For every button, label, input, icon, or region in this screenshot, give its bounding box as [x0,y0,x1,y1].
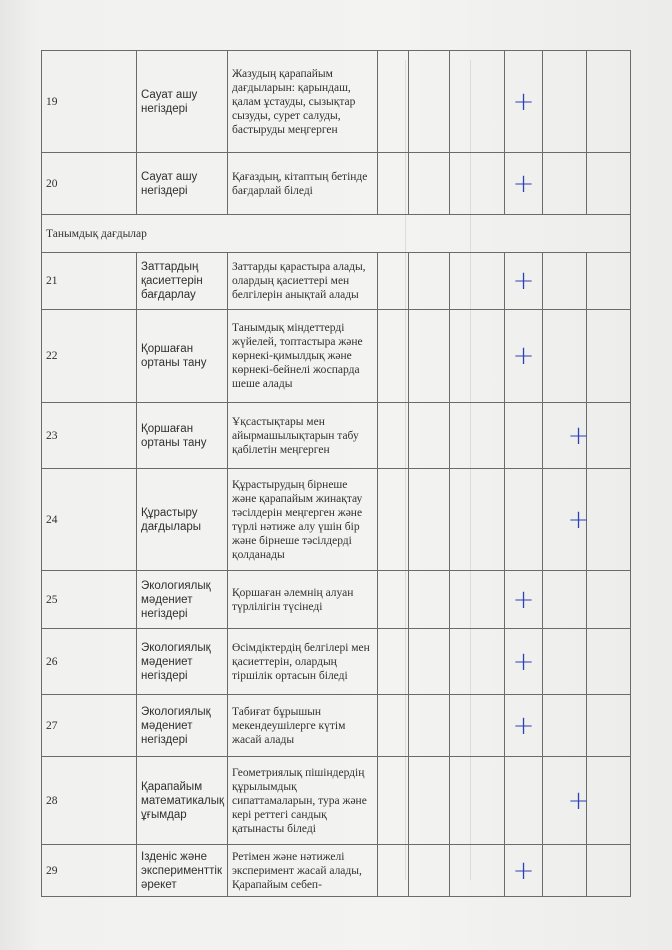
level-cell [450,845,505,897]
plus-mark-icon: + [567,420,590,451]
level-cell [587,51,631,153]
plus-mark-icon: + [512,710,535,741]
row-number: 24 [42,469,137,571]
level-cell [450,310,505,403]
row-number: 26 [42,629,137,695]
table-row [42,757,631,845]
row-number: 21 [42,253,137,310]
level-cell [543,310,587,403]
level-cell [409,310,450,403]
table-row [42,253,631,310]
row-number: 25 [42,571,137,629]
level-cell [378,153,409,215]
row-number: 19 [42,51,137,153]
level-cell [587,253,631,310]
area-cell: Заттардың қасиеттерін бағдарлау [137,253,228,310]
level-cell [543,695,587,757]
level-cell [505,757,543,845]
level-cell [409,253,450,310]
assessment-table [41,50,631,897]
level-cell [409,51,450,153]
level-cell [587,757,631,845]
skill-cell: Өсімдіктердің белгілері мен қасиеттерін, олардың тіршілік ортасын біледі [228,629,378,695]
skill-cell: Заттарды қарастыра алады, олардың қасиеттері мен белгілерін анықтай алады [228,253,378,310]
row-number: 20 [42,153,137,215]
level-cell [378,629,409,695]
row-number: 27 [42,695,137,757]
level-cell [543,153,587,215]
level-cell [543,403,590,469]
skill-cell: Қоршаған әлемнің алуан түрлілігін түсінеді [228,571,378,629]
level-cell [409,571,450,629]
table-row [42,310,631,403]
table-row [42,403,631,469]
level-cell [543,757,590,845]
level-cell [450,695,505,757]
level-cell [450,51,505,153]
table-row [42,629,631,695]
level-cell [505,253,543,310]
level-cell [409,403,450,469]
area-cell: Қоршаған ортаны тану [137,310,228,403]
level-cell [505,845,543,897]
table-body-bottom [42,253,631,897]
plus-mark-icon: + [512,855,535,886]
level-cell [378,695,409,757]
level-cell [587,153,631,215]
level-cell [587,310,631,403]
skill-cell: Құрастырудың бірнеше және қарапайым жинақтау тәсілдерін меңгерген және түрлі нәтиже алу үшін бір және бірнеше тәсілдерді қолданады [228,469,378,571]
level-cell [543,629,587,695]
table-row [42,469,631,571]
level-cell [543,571,587,629]
level-cell [409,469,450,571]
level-cell [505,695,543,757]
level-cell [587,469,631,571]
table-row [42,153,631,215]
level-cell [378,845,409,897]
level-cell [543,253,587,310]
level-cell [543,845,587,897]
skill-cell: Жазудың қарапайым дағдыларын: қарындаш, қалам ұстауды, сызықтар сызуды, сурет салуды, бастыруды меңгерген [228,51,378,153]
level-cell [450,253,505,310]
level-cell [450,571,505,629]
level-cell [505,571,543,629]
level-cell [450,403,505,469]
skill-cell: Ұқсастықтары мен айырмашылықтарын табу қабілетін меңгерген [228,403,378,469]
table-row [42,695,631,757]
level-cell [587,845,631,897]
level-cell [378,757,409,845]
level-cell [450,469,505,571]
area-cell: Экологиялық мәдениет негіздері [137,571,228,629]
level-cell [409,757,450,845]
level-cell [587,571,631,629]
area-cell: Қарапайым математикалық ұғымдар [137,757,228,845]
plus-mark-icon: + [512,646,535,677]
level-cell [450,757,505,845]
level-cell [450,629,505,695]
level-cell [505,469,543,571]
level-cell [409,629,450,695]
level-cell [378,310,409,403]
table-row [42,51,631,153]
table-row [42,845,631,897]
level-cell [378,469,409,571]
plus-mark-icon: + [512,266,535,296]
section-heading: Танымдық дағдылар [42,215,631,253]
area-cell: Экологиялық мәдениет негіздері [137,695,228,757]
level-cell [378,571,409,629]
row-number: 23 [42,403,137,469]
level-cell [378,253,409,310]
skill-cell: Табиғат бұрышын мекендеушілерге күтім жасай алады [228,695,378,757]
skill-cell: Ретімен және нәтижелі эксперимент жасай алады, Қарапайым себеп- [228,845,378,897]
level-cell [587,403,631,469]
row-number: 28 [42,757,137,845]
level-cell [587,629,631,695]
level-cell [450,153,505,215]
plus-mark-icon: + [512,86,535,117]
level-cell [505,51,543,153]
skill-cell: Геометриялық пішіндердің құрылымдық сипаттамаларын, тура және кері реттегі сандық қатынасты біледі [228,757,378,845]
area-cell: Сауат ашу негіздері [137,153,228,215]
level-cell [587,695,631,757]
level-cell [543,469,590,571]
level-cell [409,153,450,215]
plus-mark-icon: + [512,584,535,615]
area-cell: Ізденіс және эксперименттік әрекет [137,845,228,897]
area-cell: Экологиялық мәдениет негіздері [137,629,228,695]
plus-mark-icon: + [512,168,535,199]
area-cell: Сауат ашу негіздері [137,51,228,153]
level-cell [378,403,409,469]
level-cell [409,845,450,897]
skill-cell: Танымдық міндеттерді жүйелей, топтастыра және көрнекі-қимылдық және көрнекі-бейнелі жоспарда шеше алады [228,310,378,403]
level-cell [505,153,543,215]
row-number: 29 [42,845,137,897]
level-cell [505,310,543,403]
plus-mark-icon: + [512,341,535,371]
level-cell [543,51,587,153]
plus-mark-icon: + [567,504,590,535]
level-cell [378,51,409,153]
table-section [42,215,631,253]
table-body-top [42,51,631,215]
area-cell: Құрастыру дағдылары [137,469,228,571]
area-cell: Қоршаған ортаны тану [137,403,228,469]
level-cell [505,629,543,695]
level-cell [409,695,450,757]
plus-mark-icon: + [567,785,590,816]
table-row [42,571,631,629]
level-cell [505,403,543,469]
row-number: 22 [42,310,137,403]
skill-cell: Қағаздың, кітаптың бетінде бағдарлай біледі [228,153,378,215]
